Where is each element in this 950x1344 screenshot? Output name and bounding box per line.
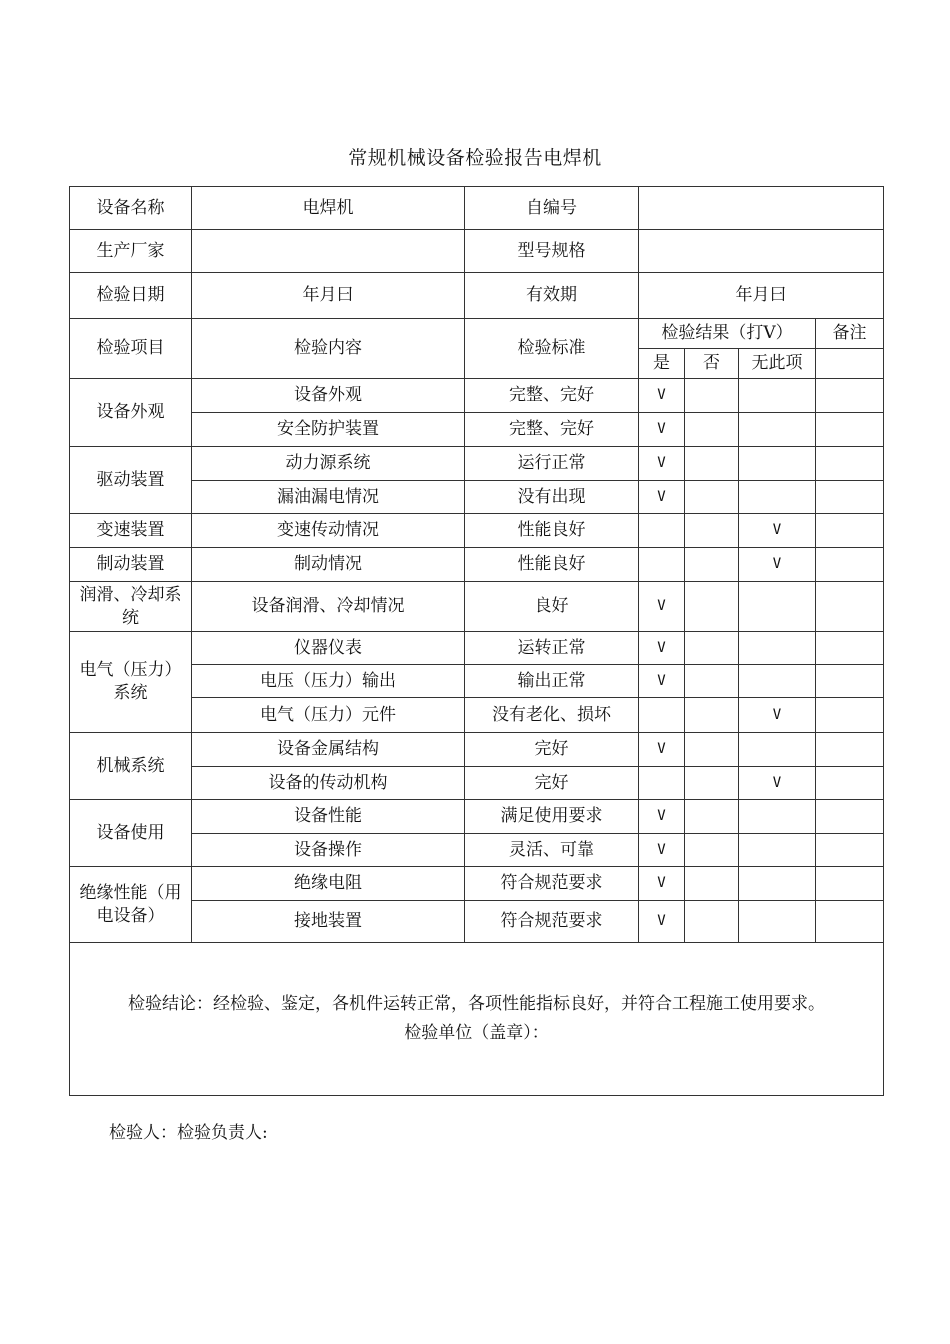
conclusion-cell (70, 943, 884, 1096)
inspection-standard: 没有出现 (465, 481, 639, 514)
result-yes-cell: V (639, 481, 685, 514)
col-item-header: 检验项目 (70, 319, 192, 379)
inspection-content: 设备操作 (192, 834, 465, 867)
remark-cell (816, 733, 884, 767)
report-title: 常规机械设备检验报告电焊机 (348, 147, 602, 169)
result-yes-cell: V (639, 582, 685, 632)
device-name-value: 电焊机 (192, 187, 465, 230)
validity-label: 有效期 (465, 273, 639, 319)
result-yes-cell: V (639, 834, 685, 867)
result-no-cell (685, 733, 739, 767)
result-no-cell (685, 665, 739, 698)
result-na-cell: V (739, 698, 816, 733)
result-no-cell (685, 867, 739, 901)
inspection-item: 变速装置 (70, 514, 192, 548)
inspection-content: 电压（压力）输出 (192, 665, 465, 698)
col-no-header: 否 (685, 349, 739, 379)
remark-cell (816, 582, 884, 632)
result-na-cell: V (739, 514, 816, 548)
result-yes-cell: V (639, 632, 685, 665)
inspection-content: 接地装置 (192, 901, 465, 943)
table-row (70, 800, 884, 834)
result-no-cell (685, 548, 739, 582)
inspection-standard: 满足使用要求 (465, 800, 639, 834)
remark-cell (816, 379, 884, 413)
remark-cell (816, 767, 884, 800)
conclusion-row (70, 943, 884, 1096)
col-content-header: 检验内容 (192, 319, 465, 379)
inspection-standard: 性能良好 (465, 548, 639, 582)
table-row (70, 447, 884, 481)
result-na-cell: V (739, 767, 816, 800)
result-na-cell (739, 481, 816, 514)
col-result-header: 检验结果（打V） (639, 319, 816, 349)
remark-cell (816, 800, 884, 834)
device-name-label: 设备名称 (70, 187, 192, 230)
inspection-item: 绝缘性能（用电设备） (70, 867, 192, 943)
conclusion-text: 检验结论：经检验、鉴定，各机件运转正常，各项性能指标良好，并符合工程施工使用要求。 (128, 994, 825, 1015)
column-header-row (70, 319, 884, 349)
inspection-standard: 运行正常 (465, 447, 639, 481)
table-row (70, 514, 884, 548)
serial-label: 自编号 (465, 187, 639, 230)
inspection-content: 绝缘电阻 (192, 867, 465, 901)
remark-subheader-empty (816, 349, 884, 379)
result-yes-cell (639, 548, 685, 582)
result-yes-cell: V (639, 665, 685, 698)
result-no-cell (685, 901, 739, 943)
inspection-content: 仪器仪表 (192, 632, 465, 665)
remark-cell (816, 447, 884, 481)
inspection-standard: 完好 (465, 733, 639, 767)
inspection-content: 制动情况 (192, 548, 465, 582)
result-no-cell (685, 379, 739, 413)
manufacturer-label: 生产厂家 (70, 230, 192, 273)
inspection-content: 设备性能 (192, 800, 465, 834)
inspection-content: 安全防护装置 (192, 413, 465, 447)
result-no-cell (685, 481, 739, 514)
table-row (70, 548, 884, 582)
inspection-content: 动力源系统 (192, 447, 465, 481)
serial-value (639, 187, 884, 230)
inspect-date-label: 检验日期 (70, 273, 192, 319)
inspection-content: 变速传动情况 (192, 514, 465, 548)
result-no-cell (685, 413, 739, 447)
result-na-cell (739, 379, 816, 413)
inspection-standard: 完整、完好 (465, 379, 639, 413)
inspection-item: 电气（压力）系统 (70, 632, 192, 733)
inspection-item: 制动装置 (70, 548, 192, 582)
table-row (70, 698, 884, 733)
result-yes-cell: V (639, 379, 685, 413)
manufacturer-value (192, 230, 465, 273)
remark-cell (816, 481, 884, 514)
signature-line: 检验人：检验负责人: (109, 1123, 268, 1143)
inspection-item: 润滑、冷却系统 (70, 582, 192, 632)
result-na-cell (739, 834, 816, 867)
inspection-standard: 没有老化、损坏 (465, 698, 639, 733)
inspection-standard: 输出正常 (465, 665, 639, 698)
inspection-unit-stamp: 检验单位（盖章）： (404, 1023, 549, 1043)
result-na-cell (739, 867, 816, 901)
result-yes-cell (639, 767, 685, 800)
result-no-cell (685, 767, 739, 800)
result-no-cell (685, 514, 739, 548)
remark-cell (816, 867, 884, 901)
result-na-cell (739, 733, 816, 767)
table-row (70, 834, 884, 867)
table-row (70, 582, 884, 632)
table-row (70, 379, 884, 413)
inspection-standard: 完整、完好 (465, 413, 639, 447)
table-row (70, 901, 884, 943)
result-no-cell (685, 447, 739, 481)
table-row (70, 481, 884, 514)
col-na-header: 无此项 (739, 349, 816, 379)
result-yes-cell (639, 698, 685, 733)
inspection-item: 设备使用 (70, 800, 192, 867)
table-row (70, 733, 884, 767)
result-no-cell (685, 834, 739, 867)
inspection-standard: 灵活、可靠 (465, 834, 639, 867)
result-yes-cell: V (639, 867, 685, 901)
result-yes-cell (639, 514, 685, 548)
remark-cell (816, 901, 884, 943)
result-no-cell (685, 800, 739, 834)
remark-cell (816, 665, 884, 698)
table-row (70, 413, 884, 447)
result-na-cell (739, 665, 816, 698)
inspection-content: 设备润滑、冷却情况 (192, 582, 465, 632)
result-yes-cell: V (639, 413, 685, 447)
inspection-item: 机械系统 (70, 733, 192, 800)
col-yes-header: 是 (639, 349, 685, 379)
inspection-standard: 良好 (465, 582, 639, 632)
remark-cell (816, 698, 884, 733)
result-no-cell (685, 698, 739, 733)
row-device-name (70, 187, 884, 230)
result-yes-cell: V (639, 733, 685, 767)
model-label: 型号规格 (465, 230, 639, 273)
inspection-content: 设备外观 (192, 379, 465, 413)
result-no-cell (685, 632, 739, 665)
inspection-content: 设备的传动机构 (192, 767, 465, 800)
inspection-standard: 运转正常 (465, 632, 639, 665)
col-remark-header: 备注 (816, 319, 884, 349)
inspection-item: 驱动装置 (70, 447, 192, 514)
remark-cell (816, 632, 884, 665)
inspection-content: 电气（压力）元件 (192, 698, 465, 733)
col-standard-header: 检验标准 (465, 319, 639, 379)
inspection-content: 设备金属结构 (192, 733, 465, 767)
inspect-date-value: 年月曰 (192, 273, 465, 319)
inspection-standard: 符合规范要求 (465, 901, 639, 943)
remark-cell (816, 548, 884, 582)
result-na-cell: V (739, 548, 816, 582)
inspection-standard: 性能良好 (465, 514, 639, 548)
result-na-cell (739, 800, 816, 834)
inspection-table (69, 186, 884, 1096)
validity-value: 年月曰 (639, 273, 884, 319)
result-yes-cell: V (639, 901, 685, 943)
remark-cell (816, 834, 884, 867)
result-yes-cell: V (639, 800, 685, 834)
remark-cell (816, 413, 884, 447)
result-no-cell (685, 582, 739, 632)
model-value (639, 230, 884, 273)
inspection-standard: 完好 (465, 767, 639, 800)
table-row (70, 632, 884, 665)
result-na-cell (739, 582, 816, 632)
inspection-content: 漏油漏电情况 (192, 481, 465, 514)
row-inspect-date (70, 273, 884, 319)
table-row (70, 867, 884, 901)
result-yes-cell: V (639, 447, 685, 481)
result-na-cell (739, 413, 816, 447)
remark-cell (816, 514, 884, 548)
row-manufacturer (70, 230, 884, 273)
result-na-cell (739, 901, 816, 943)
table-row (70, 767, 884, 800)
result-na-cell (739, 632, 816, 665)
result-na-cell (739, 447, 816, 481)
inspection-item: 设备外观 (70, 379, 192, 447)
inspection-standard: 符合规范要求 (465, 867, 639, 901)
table-row (70, 665, 884, 698)
